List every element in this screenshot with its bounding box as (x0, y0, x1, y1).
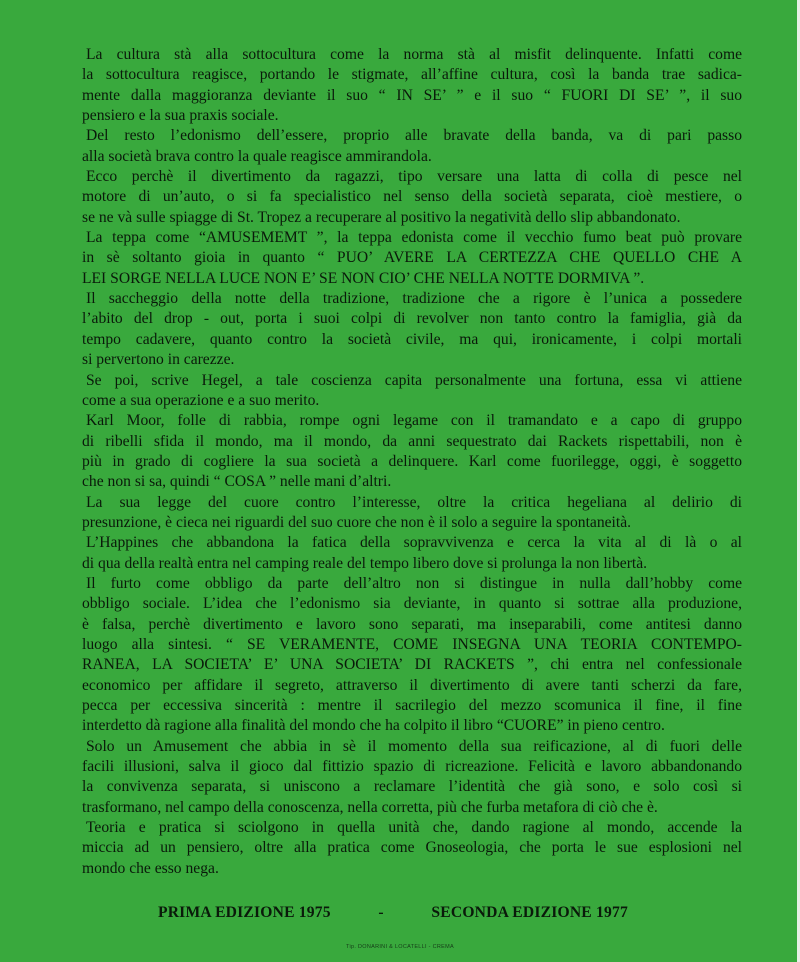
paragraph (82, 371, 742, 412)
text-line: La sua legge del cuore contro l’interesse, oltre la critica hegeliana al delirio di (86, 493, 742, 511)
text-line: è falsa, perchè divertimento e lavoro sono separati, ma inseparabili, come antitesi danno (82, 615, 742, 633)
text-line: obbligo sociale. L’idea che l’edonismo sia deviante, in quanto si sottrae alla produzione, (82, 595, 742, 613)
text-line: più in grado di cogliere la sua società a delinquere. Karl come fuorilegge, oggi, è soggetto (82, 452, 742, 470)
paragraph (82, 289, 742, 370)
paragraph (82, 126, 742, 167)
text-line: presunzione, è cieca nei riguardi del suo cuore che non è il solo a seguire la spontaneità. (82, 513, 632, 531)
text-line: l’abito del drop - out, porta i suoi colpi di revolver non tanto contro la famiglia, già da (82, 310, 742, 328)
text-line: Karl Moor, folle di rabbia, rompe ogni legame con il tramandato e a capo di gruppo (86, 412, 742, 430)
paragraph (82, 411, 742, 492)
text-line: facili illusioni, salva il gioco dal fittizio spazio di ricreazione. Felicità e lavoro abbandonando (82, 758, 742, 776)
text-line: interdetto dà ragione alla finalità del mondo che ha colpito il libro “CUORE” in pieno centro. (82, 717, 665, 735)
second-edition: SECONDA EDIZIONE 1977 (431, 904, 628, 921)
paragraph (82, 533, 742, 574)
text-line: trasformano, nel campo della conoscenza, nella corretta, più che furba metafora di ciò che è. (82, 798, 658, 816)
text-line: Il furto come obbligo da parte dell’altro non si distingue in nulla dall’hobby come (86, 574, 742, 592)
text-line: Se poi, scrive Hegel, a tale coscienza capita personalmente una fortuna, essa vi attiene (86, 371, 742, 389)
paragraph (82, 493, 742, 534)
text-line: economico per affidare il segreto, attraverso il divertimento di avere tanti scherzi da fare, (82, 676, 742, 694)
text-line: di qua della realtà entra nel camping reale del tempo libero dove si prolunga la non libertà. (82, 554, 648, 572)
text-line: Del resto l’edonismo dell’essere, proprio alle bravate della banda, va di pari passo (86, 127, 742, 145)
paragraph (82, 574, 742, 737)
essay-body (82, 45, 742, 879)
text-line: la convivenza separata, si uniscono a reclamare l’identità che già sono, e solo così si (82, 778, 742, 796)
paragraph (82, 737, 742, 818)
text-line: come a sua operazione e a suo merito. (82, 391, 320, 409)
text-line: L’Happines che abbandona la fatica della sopravvivenza e cerca la vita al di là o al (86, 534, 742, 552)
printer-credit: Tip. DONARINI & LOCATELLI - CREMA (346, 944, 454, 950)
text-line: Teoria e pratica si sciolgono in quella unità che, dando ragione al mondo, accende la (86, 819, 742, 837)
text-line: in sè soltanto gioia in quanto “ PUO’ AVERE LA CERTEZZA CHE QUELLO CHE A (82, 249, 742, 267)
editions-line (158, 904, 628, 922)
text-line: pensiero e la sua praxis sociale. (82, 107, 279, 125)
text-line: La cultura stà alla sottocultura come la norma stà al misfit delinquente. Infatti come (86, 46, 742, 63)
paragraph (82, 167, 742, 228)
text-line: mente dalla maggioranza deviante il suo “ IN SE’ ” e il suo “ FUORI DI SE’ ”, il suo (82, 86, 742, 104)
edition-separator: - (378, 904, 384, 921)
first-edition: PRIMA EDIZIONE 1975 (158, 904, 331, 921)
text-line: mondo che esso nega. (82, 859, 219, 877)
text-line: La teppa come “AMUSEMEMT ”, la teppa edonista come il vecchio fumo beat può provare (86, 229, 742, 247)
text-line: tempo cadavere, quanto contro la società civile, ma qui, ironicamente, i colpi mortali (82, 330, 742, 348)
text-line: LEI SORGE NELLA LUCE NON E’ SE NON CIO’ CHE NELLA NOTTE DORMIVA ”. (82, 269, 645, 287)
text-line: pecca per eccessiva sincerità : mentre il sacrilegio del mezzo scomunica il fine, il fine (82, 697, 742, 714)
text-line: Solo un Amusement che abbia in sè il momento della sua reificazione, al di fuori delle (86, 737, 742, 755)
text-line: luogo alla sintesi. “ SE VERAMENTE, COME INSEGNA UNA TEORIA CONTEMPO- (82, 635, 742, 653)
text-line: che non si sa, quindi “ COSA ” nelle mani d’altri. (82, 473, 392, 491)
text-line: motore di un’auto, o si fa specialistico nel senso della società separata, cioè mestiere, o (82, 188, 742, 206)
paragraph (82, 228, 742, 289)
text-line: miccia ad un pensiero, oltre alla pratica come Gnoseologia, che porta le sue esplosioni nel (82, 839, 742, 857)
text-line: Ecco perchè il divertimento da ragazzi, tipo versare una latta di colla di pesce nel (86, 168, 742, 186)
text-line: alla società brava contro la quale reagisce ammirandola. (82, 147, 432, 165)
text-line: Il saccheggio della notte della tradizione, tradizione che a rigore è l’unica a possedere (86, 290, 742, 308)
text-line: di ribelli sfida il mondo, ma il mondo, da anni sequestrato dai Rackets rispettabili, non è (82, 432, 742, 450)
paragraph (82, 45, 742, 126)
text-line: si pervertono in carezze. (82, 351, 235, 369)
paragraph (82, 818, 742, 879)
text-line: se ne và sulle spiagge di St. Tropez a recuperare al positivo la negatività dello slip abbandonato. (82, 208, 681, 226)
text-line: RANEA, LA SOCIETA’ E’ UNA SOCIETA’ DI RACKETS ”, chi entra nel confessionale (82, 656, 742, 674)
text-line: la sottocultura reagisce, portando le stigmate, all’affine cultura, così la banda trae sadica- (82, 66, 742, 84)
